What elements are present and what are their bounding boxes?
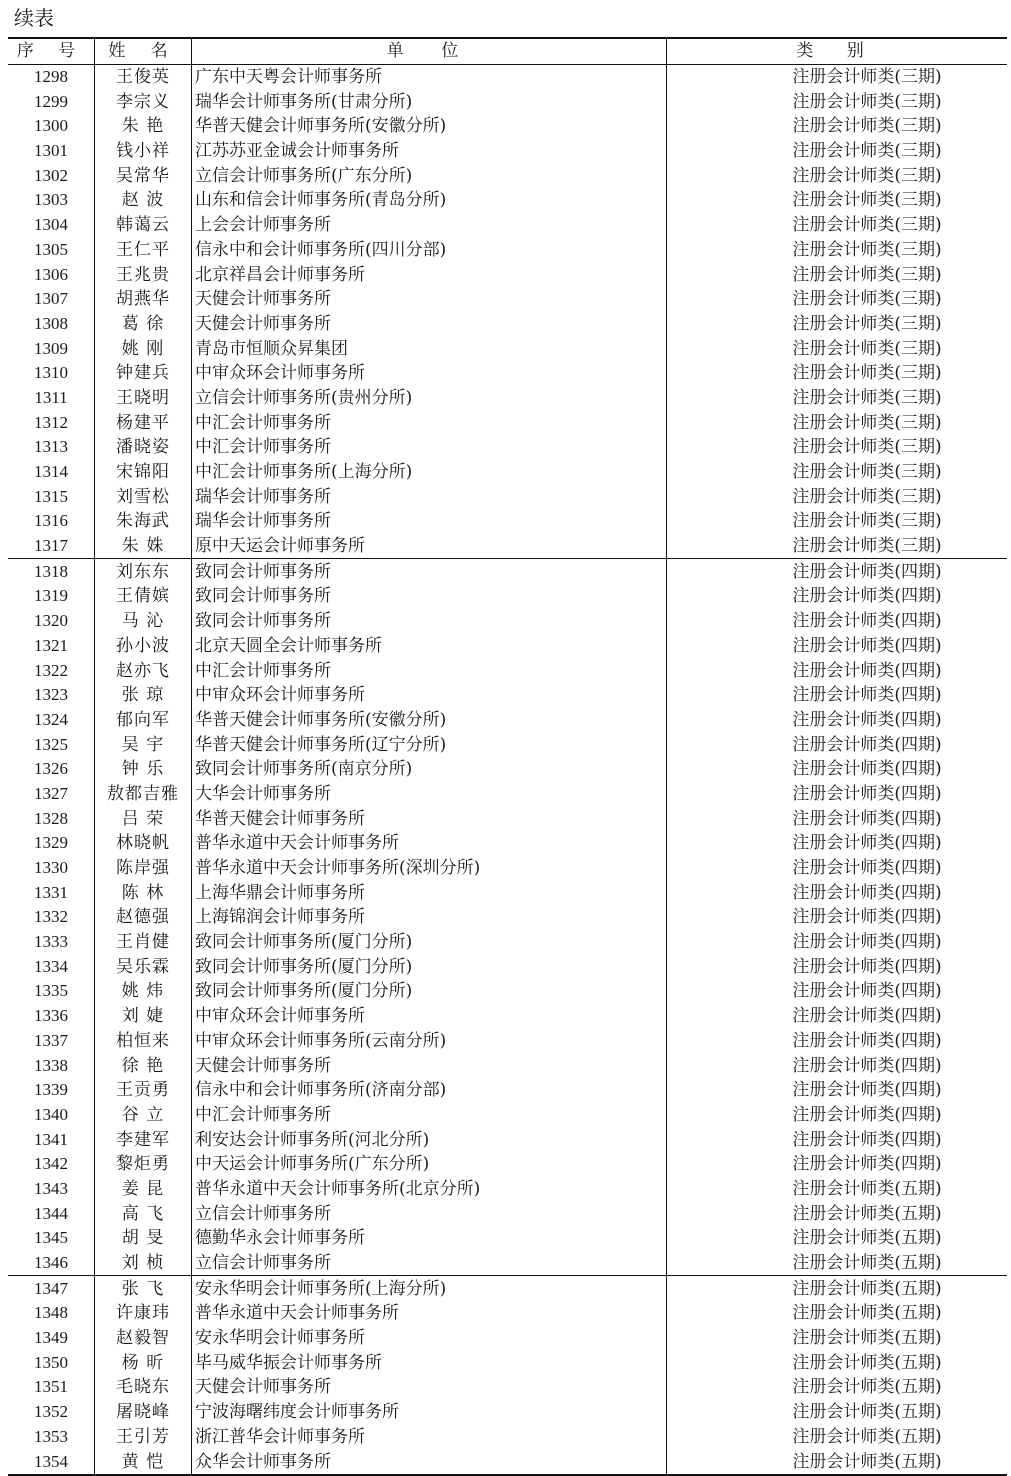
- cell-name: 姚 炜: [95, 979, 192, 1004]
- cell-category: 注册会计师类(三期): [667, 262, 1008, 287]
- cell-category: 注册会计师类(三期): [667, 188, 1008, 213]
- cell-name: 李建军: [95, 1127, 192, 1152]
- table-row: [8, 484, 1007, 509]
- cell-no: 1301: [34, 141, 68, 161]
- cell-category: 注册会计师类(四期): [667, 782, 1008, 807]
- cell-name: 陈 林: [95, 880, 192, 905]
- cell-category: 注册会计师类(五期): [667, 1301, 1008, 1326]
- cell-name: 谷 立: [95, 1103, 192, 1128]
- cell-no: 1343: [34, 1178, 68, 1198]
- cell-no: 1328: [34, 808, 68, 828]
- cell-category: 注册会计师类(三期): [667, 534, 1008, 559]
- cell-name: 刘东东: [95, 559, 192, 584]
- table-row: [8, 1004, 1007, 1029]
- cell-category: 注册会计师类(四期): [667, 1053, 1008, 1078]
- table-row: [8, 905, 1007, 930]
- cell-name: 王俊英: [95, 64, 192, 89]
- cell-name: 刘雪松: [95, 484, 192, 509]
- cell-unit: 华普天健会计师事务所(安徽分所): [192, 708, 667, 733]
- table-row: [8, 361, 1007, 386]
- cell-unit: 德勤华永会计师事务所: [192, 1226, 667, 1251]
- cell-name: 敖都吉雅: [95, 782, 192, 807]
- header-name: 姓 名: [95, 38, 192, 64]
- table-row: [8, 386, 1007, 411]
- cell-name: 王肖健: [95, 930, 192, 955]
- cell-no: 1298: [34, 67, 68, 87]
- cell-no: 1331: [34, 882, 68, 902]
- cell-unit: 天健会计师事务所: [192, 287, 667, 312]
- cell-unit: 华普天健会计师事务所(安徽分所): [192, 114, 667, 139]
- cell-category: 注册会计师类(四期): [667, 708, 1008, 733]
- cell-name: 胡 旻: [95, 1226, 192, 1251]
- table-row: [8, 1201, 1007, 1226]
- cell-unit: 天健会计师事务所: [192, 1375, 667, 1400]
- cell-name: 吕 荣: [95, 806, 192, 831]
- table-row: [8, 1127, 1007, 1152]
- cell-name: 张 飞: [95, 1276, 192, 1301]
- cell-unit: 立信会计师事务所(贵州分所): [192, 386, 667, 411]
- table-row: [8, 1375, 1007, 1400]
- cell-category: 注册会计师类(四期): [667, 856, 1008, 881]
- table-row: [8, 1251, 1007, 1276]
- cell-name: 吴 宇: [95, 732, 192, 757]
- cell-unit: 普华永道中天会计师事务所(深圳分所): [192, 856, 667, 881]
- cell-no: 1342: [34, 1154, 68, 1174]
- cell-unit: 山东和信会计师事务所(青岛分所): [192, 188, 667, 213]
- cell-no: 1316: [34, 511, 68, 531]
- cell-no: 1351: [34, 1377, 68, 1397]
- header-no: 序 号: [8, 38, 95, 64]
- table-row: [8, 1103, 1007, 1128]
- cell-no: 1337: [34, 1030, 68, 1050]
- table-row: [8, 410, 1007, 435]
- cell-unit: 致同会计师事务所(厦门分所): [192, 979, 667, 1004]
- cell-no: 1330: [34, 858, 68, 878]
- cell-no: 1349: [34, 1328, 68, 1348]
- cell-name: 钟 乐: [95, 757, 192, 782]
- cell-unit: 信永中和会计师事务所(四川分部): [192, 238, 667, 263]
- cell-no: 1323: [34, 685, 68, 705]
- cell-name: 林晓帆: [95, 831, 192, 856]
- cell-unit: 致同会计师事务所: [192, 584, 667, 609]
- cell-no: 1346: [34, 1253, 68, 1273]
- cell-no: 1314: [34, 462, 68, 482]
- cell-no: 1312: [34, 412, 68, 432]
- table-row: [8, 1177, 1007, 1202]
- cell-category: 注册会计师类(三期): [667, 238, 1008, 263]
- table-row: [8, 89, 1007, 114]
- table-row: [8, 509, 1007, 534]
- cell-category: 注册会计师类(四期): [667, 1029, 1008, 1054]
- cell-name: 赵 波: [95, 188, 192, 213]
- cell-category: 注册会计师类(四期): [667, 658, 1008, 683]
- table-row: [8, 1226, 1007, 1251]
- cell-category: 注册会计师类(四期): [667, 1152, 1008, 1177]
- cell-name: 许康玮: [95, 1301, 192, 1326]
- cell-unit: 立信会计师事务所: [192, 1201, 667, 1226]
- cell-category: 注册会计师类(四期): [667, 905, 1008, 930]
- cell-name: 王贡勇: [95, 1078, 192, 1103]
- cell-no: 1335: [34, 981, 68, 1001]
- cell-category: 注册会计师类(三期): [667, 336, 1008, 361]
- cell-category: 注册会计师类(三期): [667, 509, 1008, 534]
- cell-unit: 众华会计师事务所: [192, 1449, 667, 1475]
- cell-name: 黎炬勇: [95, 1152, 192, 1177]
- cell-category: 注册会计师类(三期): [667, 460, 1008, 485]
- cell-no: 1322: [34, 660, 68, 680]
- cell-category: 注册会计师类(四期): [667, 806, 1008, 831]
- table-row: [8, 435, 1007, 460]
- cell-name: 姚 刚: [95, 336, 192, 361]
- cell-name: 朱 姝: [95, 534, 192, 559]
- cell-category: 注册会计师类(四期): [667, 954, 1008, 979]
- cell-category: 注册会计师类(四期): [667, 683, 1008, 708]
- table-row: [8, 139, 1007, 164]
- cell-name: 刘 桢: [95, 1251, 192, 1276]
- table-row: [8, 806, 1007, 831]
- cell-name: 韩蔼云: [95, 213, 192, 238]
- cell-name: 高 飞: [95, 1201, 192, 1226]
- cell-no: 1302: [34, 165, 68, 185]
- cell-no: 1303: [34, 190, 68, 210]
- cell-unit: 中审众环会计师事务所: [192, 361, 667, 386]
- cell-name: 孙小波: [95, 634, 192, 659]
- cell-category: 注册会计师类(四期): [667, 732, 1008, 757]
- cell-no: 1307: [34, 289, 68, 309]
- cell-name: 吴乐霖: [95, 954, 192, 979]
- cell-unit: 致同会计师事务所(南京分所): [192, 757, 667, 782]
- cell-category: 注册会计师类(三期): [667, 386, 1008, 411]
- cell-no: 1325: [34, 734, 68, 754]
- cell-name: 葛 徐: [95, 312, 192, 337]
- cell-no: 1305: [34, 239, 68, 259]
- table-row: [8, 534, 1007, 559]
- cell-no: 1308: [34, 313, 68, 333]
- table-row: [8, 782, 1007, 807]
- cell-no: 1320: [34, 611, 68, 631]
- header-unit: 单 位: [192, 38, 667, 64]
- table-row: [8, 287, 1007, 312]
- cell-no: 1350: [34, 1352, 68, 1372]
- cell-unit: 立信会计师事务所(广东分所): [192, 163, 667, 188]
- table-row: [8, 188, 1007, 213]
- cell-no: 1310: [34, 363, 68, 383]
- cell-name: 王兆贵: [95, 262, 192, 287]
- cell-no: 1309: [34, 338, 68, 358]
- cell-unit: 上海锦润会计师事务所: [192, 905, 667, 930]
- cell-unit: 普华永道中天会计师事务所(北京分所): [192, 1177, 667, 1202]
- cell-unit: 天健会计师事务所: [192, 312, 667, 337]
- cell-name: 宋锦阳: [95, 460, 192, 485]
- cell-name: 赵亦飞: [95, 658, 192, 683]
- cell-unit: 宁波海曙纬度会计师事务所: [192, 1400, 667, 1425]
- table-body: [8, 64, 1007, 1475]
- table-row: [8, 634, 1007, 659]
- header-category: 类 别: [667, 38, 1008, 64]
- cell-unit: 中审众环会计师事务所: [192, 1004, 667, 1029]
- cell-unit: 瑞华会计师事务所: [192, 509, 667, 534]
- cell-category: 注册会计师类(四期): [667, 831, 1008, 856]
- cell-name: 胡燕华: [95, 287, 192, 312]
- cell-unit: 毕马威华振会计师事务所: [192, 1350, 667, 1375]
- cell-no: 1339: [34, 1080, 68, 1100]
- cell-category: 注册会计师类(四期): [667, 757, 1008, 782]
- table-row: [8, 1276, 1007, 1301]
- cell-category: 注册会计师类(四期): [667, 559, 1008, 584]
- cell-category: 注册会计师类(五期): [667, 1326, 1008, 1351]
- cell-name: 王引芳: [95, 1425, 192, 1450]
- cell-category: 注册会计师类(五期): [667, 1226, 1008, 1251]
- cell-unit: 江苏苏亚金诚会计师事务所: [192, 139, 667, 164]
- cell-no: 1348: [34, 1303, 68, 1323]
- cell-unit: 利安达会计师事务所(河北分所): [192, 1127, 667, 1152]
- cell-category: 注册会计师类(三期): [667, 287, 1008, 312]
- cell-unit: 致同会计师事务所(厦门分所): [192, 954, 667, 979]
- cell-unit: 中汇会计师事务所: [192, 410, 667, 435]
- cell-name: 李宗义: [95, 89, 192, 114]
- cell-no: 1317: [34, 536, 68, 556]
- cell-no: 1353: [34, 1426, 68, 1446]
- cell-no: 1326: [34, 759, 68, 779]
- cell-no: 1299: [34, 91, 68, 111]
- table-row: [8, 262, 1007, 287]
- cell-no: 1352: [34, 1402, 68, 1422]
- table-row: [8, 1029, 1007, 1054]
- table-row: [8, 64, 1007, 89]
- cell-category: 注册会计师类(三期): [667, 114, 1008, 139]
- table-row: [8, 658, 1007, 683]
- cell-unit: 安永华明会计师事务所(上海分所): [192, 1276, 667, 1301]
- cell-no: 1334: [34, 956, 68, 976]
- cell-unit: 安永华明会计师事务所: [192, 1326, 667, 1351]
- cell-name: 吴常华: [95, 163, 192, 188]
- table-header-row: [8, 38, 1007, 64]
- cell-category: 注册会计师类(四期): [667, 1103, 1008, 1128]
- table-row: [8, 856, 1007, 881]
- cell-name: 柏恒来: [95, 1029, 192, 1054]
- cell-category: 注册会计师类(三期): [667, 312, 1008, 337]
- cell-category: 注册会计师类(四期): [667, 634, 1008, 659]
- cell-no: 1327: [34, 783, 68, 803]
- cell-category: 注册会计师类(三期): [667, 484, 1008, 509]
- cell-category: 注册会计师类(五期): [667, 1177, 1008, 1202]
- page-title: 续表: [14, 6, 54, 30]
- cell-name: 张 琼: [95, 683, 192, 708]
- cell-no: 1333: [34, 932, 68, 952]
- cell-unit: 普华永道中天会计师事务所: [192, 831, 667, 856]
- cell-no: 1336: [34, 1006, 68, 1026]
- cell-category: 注册会计师类(五期): [667, 1276, 1008, 1301]
- cell-no: 1340: [34, 1104, 68, 1124]
- cell-no: 1345: [34, 1228, 68, 1248]
- cell-unit: 北京天圆全会计师事务所: [192, 634, 667, 659]
- cell-unit: 致同会计师事务所: [192, 559, 667, 584]
- cell-no: 1347: [8, 1276, 95, 1301]
- cell-unit: 普华永道中天会计师事务所: [192, 1301, 667, 1326]
- table-row: [8, 1078, 1007, 1103]
- cell-category: 注册会计师类(四期): [667, 1078, 1008, 1103]
- table-row: [8, 460, 1007, 485]
- table-row: [8, 336, 1007, 361]
- cell-unit: 中审众环会计师事务所: [192, 683, 667, 708]
- cell-no: 1338: [34, 1055, 68, 1075]
- cell-unit: 中汇会计师事务所: [192, 1103, 667, 1128]
- cell-name: 钟建兵: [95, 361, 192, 386]
- cell-category: 注册会计师类(五期): [667, 1251, 1008, 1276]
- cell-no: 1306: [34, 264, 68, 284]
- cell-name: 毛晓东: [95, 1375, 192, 1400]
- cell-category: 注册会计师类(五期): [667, 1425, 1008, 1450]
- cell-unit: 青岛市恒顺众昇集团: [192, 336, 667, 361]
- table-row: [8, 1053, 1007, 1078]
- cell-category: 注册会计师类(三期): [667, 163, 1008, 188]
- table-row: [8, 708, 1007, 733]
- table-row: [8, 114, 1007, 139]
- cell-unit: 广东中天粤会计师事务所: [192, 64, 667, 89]
- cell-unit: 中天运会计师事务所(广东分所): [192, 1152, 667, 1177]
- cell-unit: 华普天健会计师事务所: [192, 806, 667, 831]
- table-row: [8, 609, 1007, 634]
- cell-category: 注册会计师类(四期): [667, 930, 1008, 955]
- cell-no: 1315: [34, 486, 68, 506]
- cell-category: 注册会计师类(三期): [667, 213, 1008, 238]
- cell-unit: 中汇会计师事务所(上海分所): [192, 460, 667, 485]
- cell-unit: 北京祥昌会计师事务所: [192, 262, 667, 287]
- cell-name: 赵德强: [95, 905, 192, 930]
- cell-name: 钱小祥: [95, 139, 192, 164]
- cell-name: 屠晓峰: [95, 1400, 192, 1425]
- cell-unit: 瑞华会计师事务所: [192, 484, 667, 509]
- cell-name: 杨 昕: [95, 1350, 192, 1375]
- cell-no: 1319: [34, 586, 68, 606]
- cell-no: 1354: [8, 1449, 95, 1475]
- cell-category: 注册会计师类(三期): [667, 435, 1008, 460]
- cell-category: 注册会计师类(五期): [667, 1449, 1008, 1475]
- cell-name: 王晓明: [95, 386, 192, 411]
- cell-unit: 信永中和会计师事务所(济南分部): [192, 1078, 667, 1103]
- cell-category: 注册会计师类(四期): [667, 979, 1008, 1004]
- roster-table: [8, 37, 1007, 1476]
- cell-name: 黄 恺: [95, 1449, 192, 1475]
- cell-name: 杨建平: [95, 410, 192, 435]
- cell-name: 郁向军: [95, 708, 192, 733]
- cell-name: 马 沁: [95, 609, 192, 634]
- table-row: [8, 559, 1007, 584]
- cell-unit: 致同会计师事务所(厦门分所): [192, 930, 667, 955]
- cell-name: 赵毅智: [95, 1326, 192, 1351]
- cell-category: 注册会计师类(三期): [667, 361, 1008, 386]
- table-row: [8, 1449, 1007, 1475]
- cell-category: 注册会计师类(五期): [667, 1375, 1008, 1400]
- cell-category: 注册会计师类(四期): [667, 880, 1008, 905]
- table-row: [8, 880, 1007, 905]
- table-row: [8, 732, 1007, 757]
- cell-name: 姜 昆: [95, 1177, 192, 1202]
- cell-category: 注册会计师类(四期): [667, 584, 1008, 609]
- cell-unit: 华普天健会计师事务所(辽宁分所): [192, 732, 667, 757]
- cell-category: 注册会计师类(五期): [667, 1400, 1008, 1425]
- table-row: [8, 213, 1007, 238]
- cell-category: 注册会计师类(三期): [667, 64, 1008, 89]
- cell-category: 注册会计师类(三期): [667, 410, 1008, 435]
- cell-no: 1341: [34, 1129, 68, 1149]
- cell-unit: 瑞华会计师事务所(甘肃分所): [192, 89, 667, 114]
- cell-unit: 立信会计师事务所: [192, 1251, 667, 1276]
- cell-category: 注册会计师类(五期): [667, 1350, 1008, 1375]
- cell-unit: 上会会计师事务所: [192, 213, 667, 238]
- table-row: [8, 954, 1007, 979]
- table-row: [8, 312, 1007, 337]
- cell-category: 注册会计师类(五期): [667, 1201, 1008, 1226]
- table-row: [8, 163, 1007, 188]
- cell-no: 1344: [34, 1203, 68, 1223]
- cell-name: 潘晓姿: [95, 435, 192, 460]
- table-row: [8, 979, 1007, 1004]
- table-row: [8, 1425, 1007, 1450]
- cell-unit: 大华会计师事务所: [192, 782, 667, 807]
- cell-no: 1318: [8, 559, 95, 584]
- table-row: [8, 584, 1007, 609]
- cell-unit: 中汇会计师事务所: [192, 435, 667, 460]
- table-row: [8, 238, 1007, 263]
- cell-no: 1324: [34, 709, 68, 729]
- cell-name: 王倩嫔: [95, 584, 192, 609]
- cell-name: 刘 婕: [95, 1004, 192, 1029]
- table-row: [8, 930, 1007, 955]
- table-row: [8, 1301, 1007, 1326]
- cell-category: 注册会计师类(三期): [667, 89, 1008, 114]
- cell-no: 1304: [34, 215, 68, 235]
- cell-name: 王仁平: [95, 238, 192, 263]
- table-row: [8, 1350, 1007, 1375]
- cell-unit: 上海华鼎会计师事务所: [192, 880, 667, 905]
- cell-unit: 致同会计师事务所: [192, 609, 667, 634]
- cell-unit: 浙江普华会计师事务所: [192, 1425, 667, 1450]
- cell-no: 1329: [34, 833, 68, 853]
- table-row: [8, 1152, 1007, 1177]
- cell-category: 注册会计师类(四期): [667, 1004, 1008, 1029]
- cell-no: 1300: [34, 116, 68, 136]
- cell-category: 注册会计师类(四期): [667, 1127, 1008, 1152]
- table-row: [8, 757, 1007, 782]
- cell-unit: 中汇会计师事务所: [192, 658, 667, 683]
- table-row: [8, 1400, 1007, 1425]
- cell-category: 注册会计师类(四期): [667, 609, 1008, 634]
- table-row: [8, 1326, 1007, 1351]
- cell-no: 1313: [34, 437, 68, 457]
- cell-name: 陈岸强: [95, 856, 192, 881]
- cell-name: 朱 艳: [95, 114, 192, 139]
- cell-unit: 天健会计师事务所: [192, 1053, 667, 1078]
- cell-unit: 中审众环会计师事务所(云南分所): [192, 1029, 667, 1054]
- cell-no: 1311: [34, 387, 68, 407]
- cell-category: 注册会计师类(三期): [667, 139, 1008, 164]
- cell-name: 朱海武: [95, 509, 192, 534]
- table-row: [8, 831, 1007, 856]
- table-row: [8, 683, 1007, 708]
- cell-name: 徐 艳: [95, 1053, 192, 1078]
- cell-no: 1321: [34, 635, 68, 655]
- cell-unit: 原中天运会计师事务所: [192, 534, 667, 559]
- cell-no: 1332: [34, 907, 68, 927]
